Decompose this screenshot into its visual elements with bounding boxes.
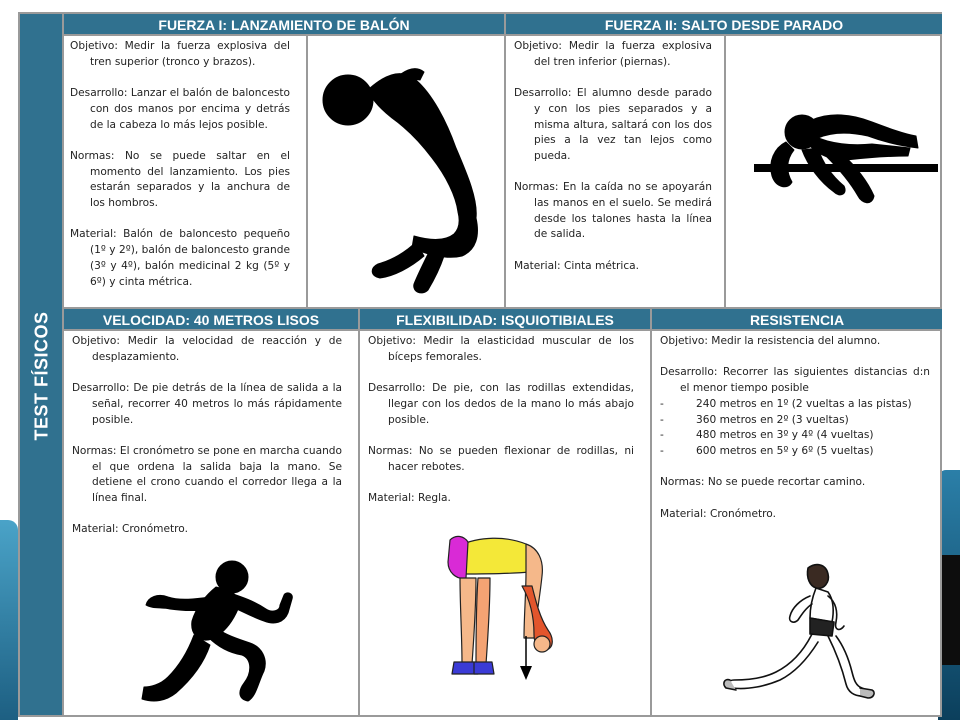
material-text: Material: Regla. [368, 491, 451, 504]
normas-text: Normas: No se pueden flexionar de rodillas, ni hacer rebotes. [368, 444, 634, 473]
distance-text: 360 metros en 2º (3 vueltas) [696, 413, 849, 426]
desarrollo-text: Desarrollo: De pie, con las rodillas extendidas, llegar con los dedos de la mano lo más abajo posible. [368, 382, 634, 426]
normas-text: Normas: No se puede recortar camino. [660, 476, 866, 489]
long-jump-illustration [726, 36, 942, 307]
section-body [64, 36, 504, 307]
distance-text: 480 metros en 3º y 4º (4 vueltas) [696, 429, 874, 442]
section-body [506, 36, 942, 307]
distance-list-item [658, 428, 930, 444]
slide-left-decoration [0, 520, 18, 720]
side-title-column [20, 14, 64, 715]
objetivo-text: Objetivo: Medir la fuerza explosiva del tren superior (tronco y brazos). [70, 40, 290, 68]
runner-illustration [712, 556, 892, 716]
section-body [64, 331, 358, 715]
section-text [512, 39, 712, 275]
section-body [652, 331, 942, 715]
desarrollo-text: Desarrollo: De pie detrás de la línea de salida a la señal, recorrer 40 metros lo más rápidamente posible. [72, 382, 342, 426]
list-marker: - [660, 429, 664, 442]
distance-text: 240 metros en 1º (2 vueltas a las pistas) [696, 397, 912, 410]
list-marker: - [660, 444, 664, 457]
desarrollo-text: Desarrollo: Lanzar el balón de baloncesto con dos manos por encima y detrás de la cabeza lo más lejos posible. [70, 87, 290, 131]
slide-right-dark-bar [942, 555, 960, 665]
normas-text: Normas: En la caída no se apoyarán las manos en el suelo. Se medirá desde los talones hasta la línea de salida. [514, 181, 712, 241]
section-text [658, 334, 930, 522]
section-fuerza-1 [64, 14, 504, 307]
sprinter-illustration [134, 551, 314, 711]
section-text [70, 334, 342, 538]
ball-throw-illustration [308, 36, 504, 307]
section-resistencia [652, 309, 942, 715]
section-text [366, 334, 634, 507]
distance-list-item [658, 397, 930, 413]
material-text: Material: Cronómetro. [72, 523, 188, 536]
distance-list-item [658, 413, 930, 429]
desarrollo-text: Desarrollo: El alumno desde parado y con los pies separados y a misma altura, saltará con los dos pies a la vez tan lejos como pueda. [514, 87, 712, 162]
section-title: FUERZA II: SALTO DESDE PARADO [506, 14, 942, 36]
objetivo-text: Objetivo: Medir la resistencia del alumno. [660, 335, 881, 347]
section-title: RESISTENCIA [652, 309, 942, 331]
side-title: TEST FÍSICOS [31, 311, 52, 441]
section-fuerza-2 [506, 14, 942, 307]
material-text: Material: Cinta métrica. [514, 259, 640, 272]
normas-text: Normas: El cronómetro se pone en marcha cuando el que ordena la salida baja la mano. Se detiene el crono cuando el corredor llega a la línea final. [72, 444, 342, 504]
objetivo-text: Objetivo: Medir la elasticidad muscular de los bíceps femorales. [368, 335, 634, 363]
list-marker: - [660, 397, 664, 410]
desarrollo-text: Desarrollo: Recorrer las siguientes distancias d:n el menor tiempo posible [660, 366, 930, 395]
section-text [68, 39, 290, 290]
distance-text: 600 metros en 5º y 6º (5 vueltas) [696, 444, 874, 457]
section-title: VELOCIDAD: 40 METROS LISOS [64, 309, 358, 331]
material-text: Material: Cronómetro. [660, 507, 776, 520]
section-flexibilidad [360, 309, 650, 715]
section-title: FUERZA I: LANZAMIENTO DE BALÓN [64, 14, 504, 36]
objetivo-text: Objetivo: Medir la fuerza explosiva del tren inferior (piernas). [514, 40, 712, 68]
section-title: FLEXIBILIDAD: ISQUIOTIBIALES [360, 309, 650, 331]
section-velocidad [64, 309, 358, 715]
test-table [18, 12, 942, 717]
list-marker: - [660, 413, 664, 426]
section-body [360, 331, 650, 715]
material-text: Material: Balón de baloncesto pequeño (1º y 2º), balón de baloncesto grande (3º y 4º), balón medicinal 2 kg (5º y 6º) y cinta métrica. [70, 228, 290, 288]
objetivo-text: Objetivo: Medir la velocidad de reacción y de desplazamiento. [72, 335, 342, 363]
slide-top-band [0, 0, 960, 10]
toe-touch-illustration [430, 526, 580, 696]
distance-list-item [658, 444, 930, 460]
normas-text: Normas: No se puede saltar en el momento del lanzamiento. Los pies estarán separados y la anchura de los hombros. [70, 149, 290, 209]
